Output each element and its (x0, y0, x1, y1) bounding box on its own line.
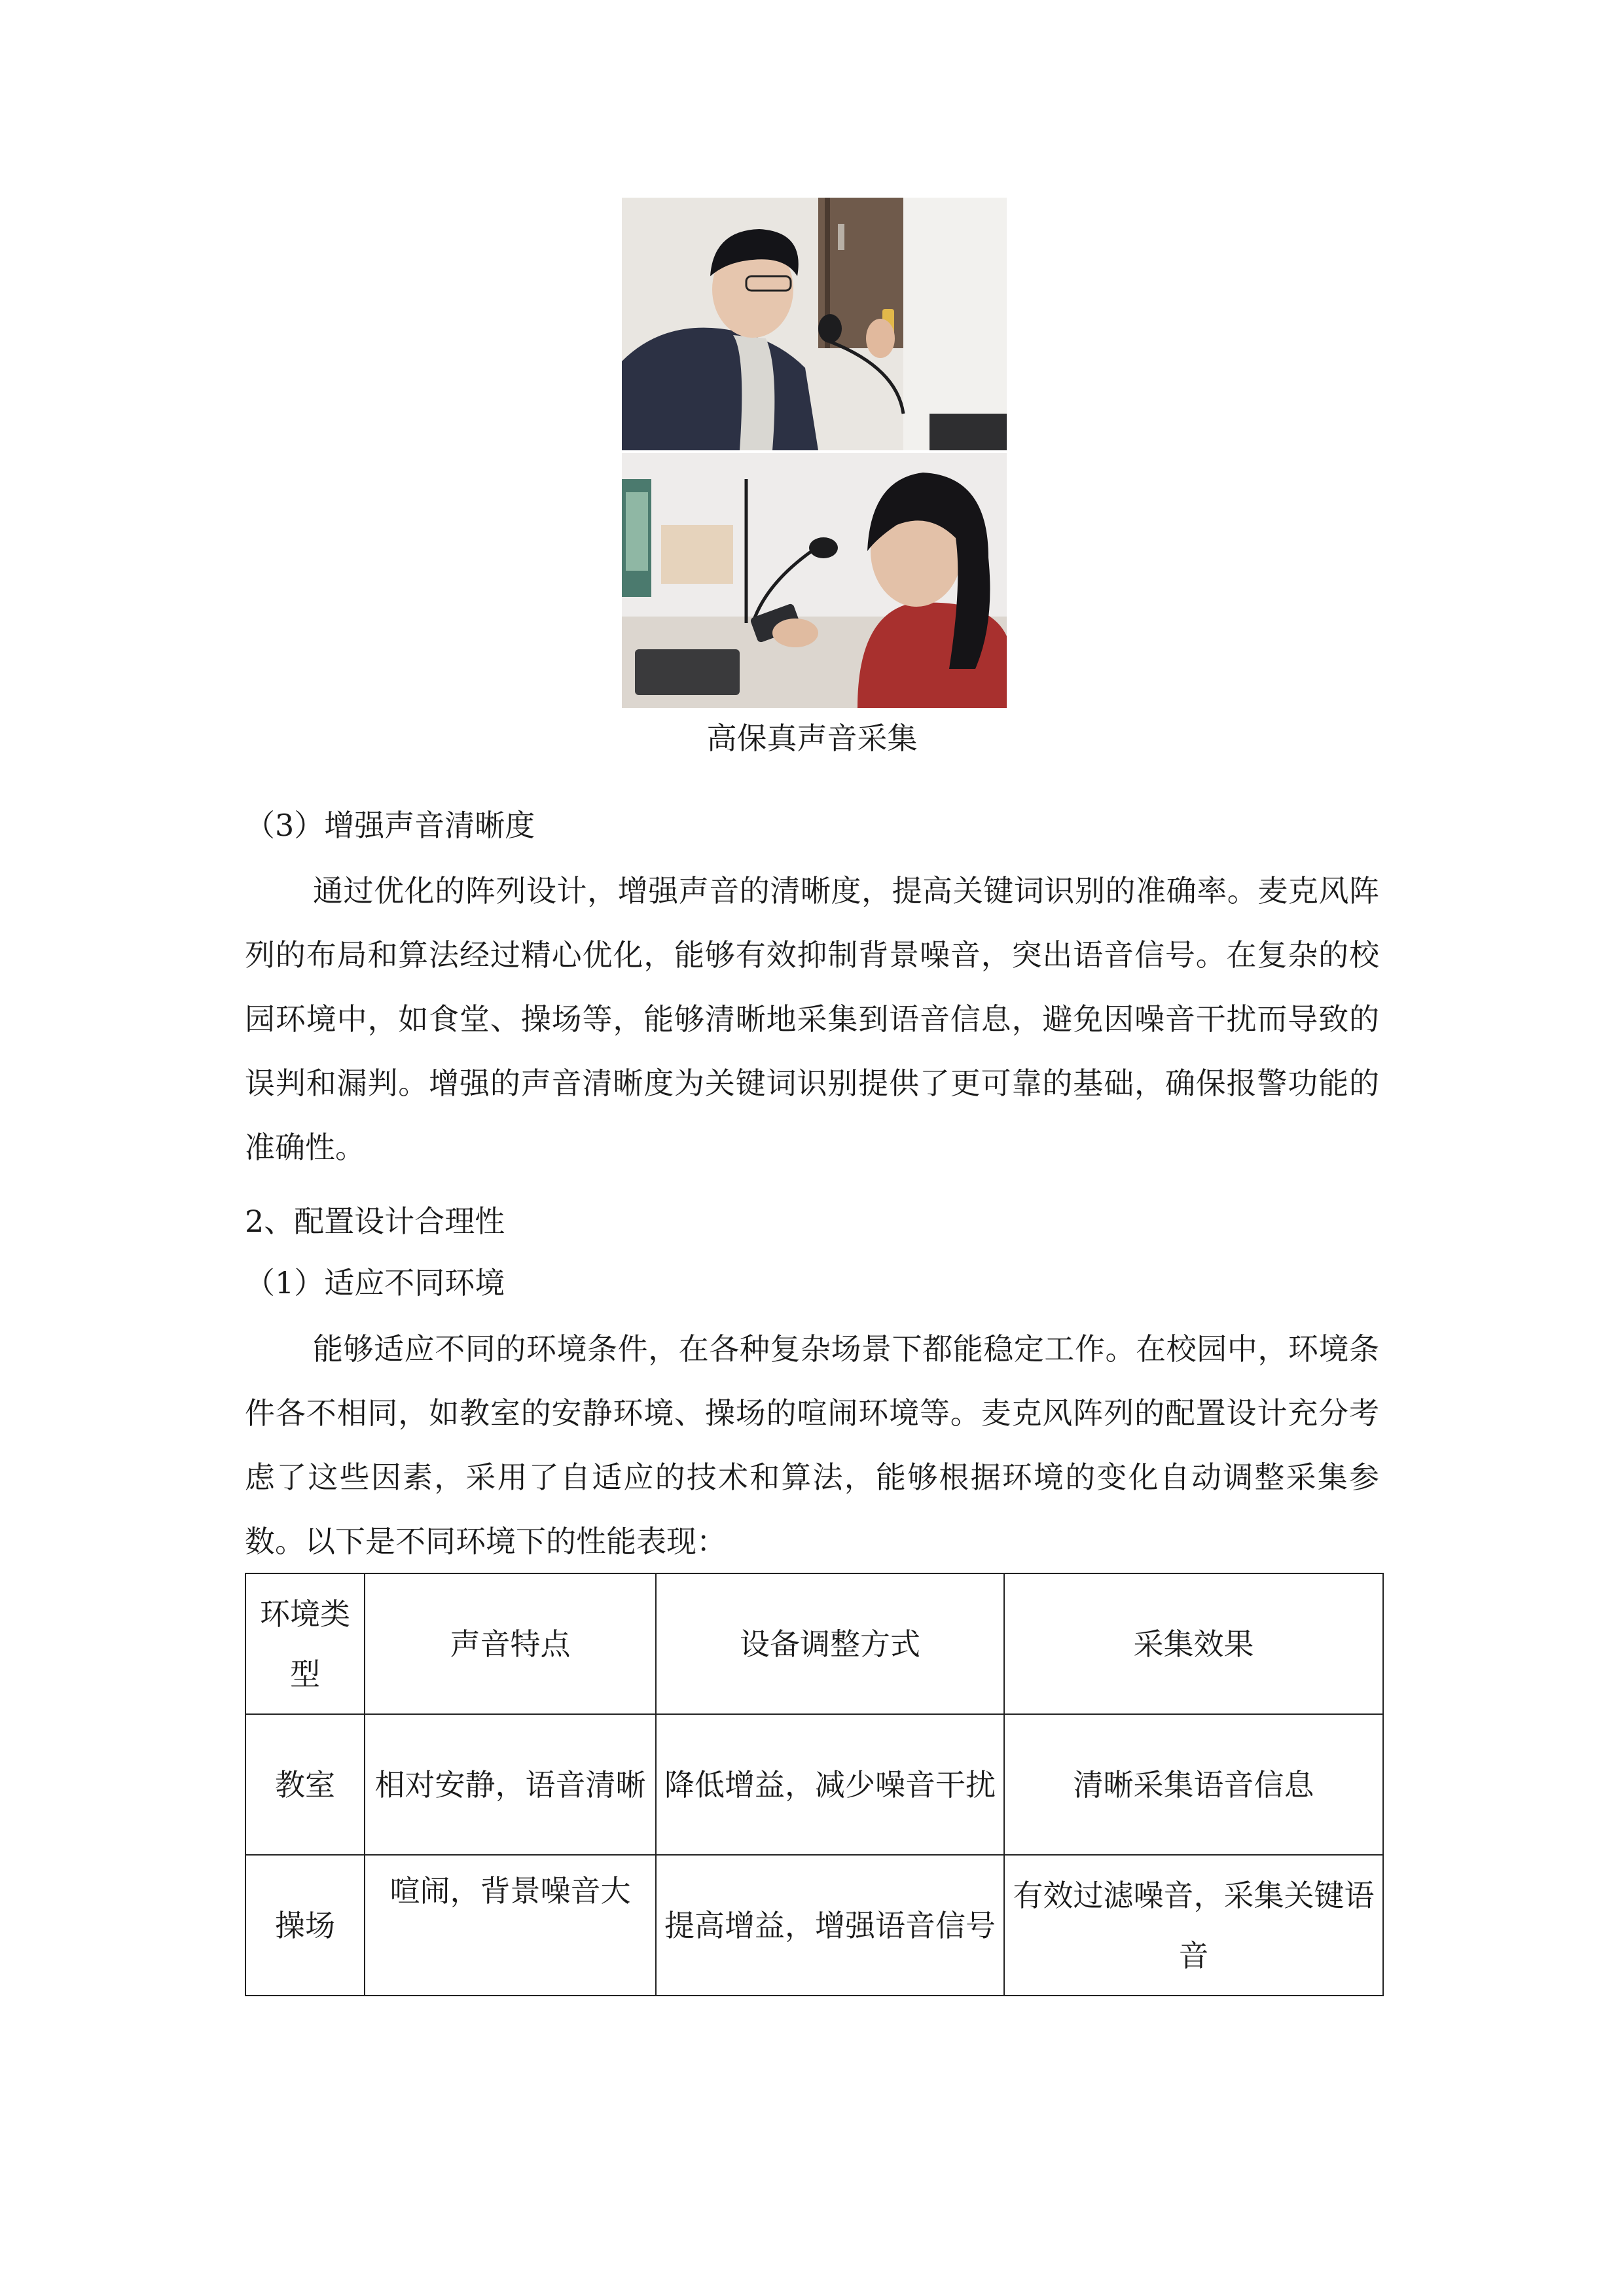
photo-man-recording (622, 198, 1007, 450)
section-2-1-heading: （1）适应不同环境 (245, 1265, 505, 1300)
table-cell: 清晰采集语音信息 (1004, 1714, 1383, 1855)
table-header-row (245, 1573, 1383, 1714)
table-header-cell: 环境类型 (245, 1573, 365, 1714)
table-header-cell: 声音特点 (365, 1573, 656, 1714)
table-cell: 提高增益，增强语音信号 (656, 1855, 1004, 1996)
table-cell: 降低增益，减少噪音干扰 (656, 1714, 1004, 1855)
table-row (245, 1714, 1383, 1855)
table-header-cell: 设备调整方式 (656, 1573, 1004, 1714)
table-header-cell: 采集效果 (1004, 1573, 1383, 1714)
table-cell: 相对安静，语音清晰 (365, 1714, 656, 1855)
table-cell: 操场 (245, 1855, 365, 1996)
table-cell: 教室 (245, 1714, 365, 1855)
figure-caption: 高保真声音采集 (706, 721, 918, 756)
table-row (245, 1855, 1383, 1996)
photo-woman-recording (622, 453, 1007, 708)
photo-man-recording-image (622, 198, 1007, 450)
section-3-heading: （3）增强声音清晰度 (245, 808, 535, 843)
table-cell: 有效过滤噪音，采集关键语音 (1004, 1855, 1383, 1996)
section-2-1-paragraph: 能够适应不同的环境条件，在各种复杂场景下都能稳定工作。在校园中，环境条件各不相同，如教室的安静环境、操场的喧闹环境等。麦克风阵列的配置设计充分考虑了这些因素，采用了自适应的技术和算法，能够根据环境的变化自动调整采集参数。以下是不同环境下的性能表现： (245, 1331, 1379, 1559)
photo-woman-recording-image (622, 453, 1007, 708)
section-3-paragraph: 通过优化的阵列设计，增强声音的清晰度，提高关键词识别的准确率。麦克风阵列的布局和算法经过精心优化，能够有效抑制背景噪音，突出语音信号。在复杂的校园环境中，如食堂、操场等，能够清晰地采集到语音信息，避免因噪音干扰而导致的误判和漏判。增强的声音清晰度为关键词识别提供了更可靠的基础，确保报警功能的准确性。 (245, 873, 1379, 1165)
table-cell: 喧闹，背景噪音大 (365, 1855, 656, 1996)
section-2-heading: 2、配置设计合理性 (245, 1204, 505, 1239)
environment-performance-table (245, 1573, 1384, 1996)
